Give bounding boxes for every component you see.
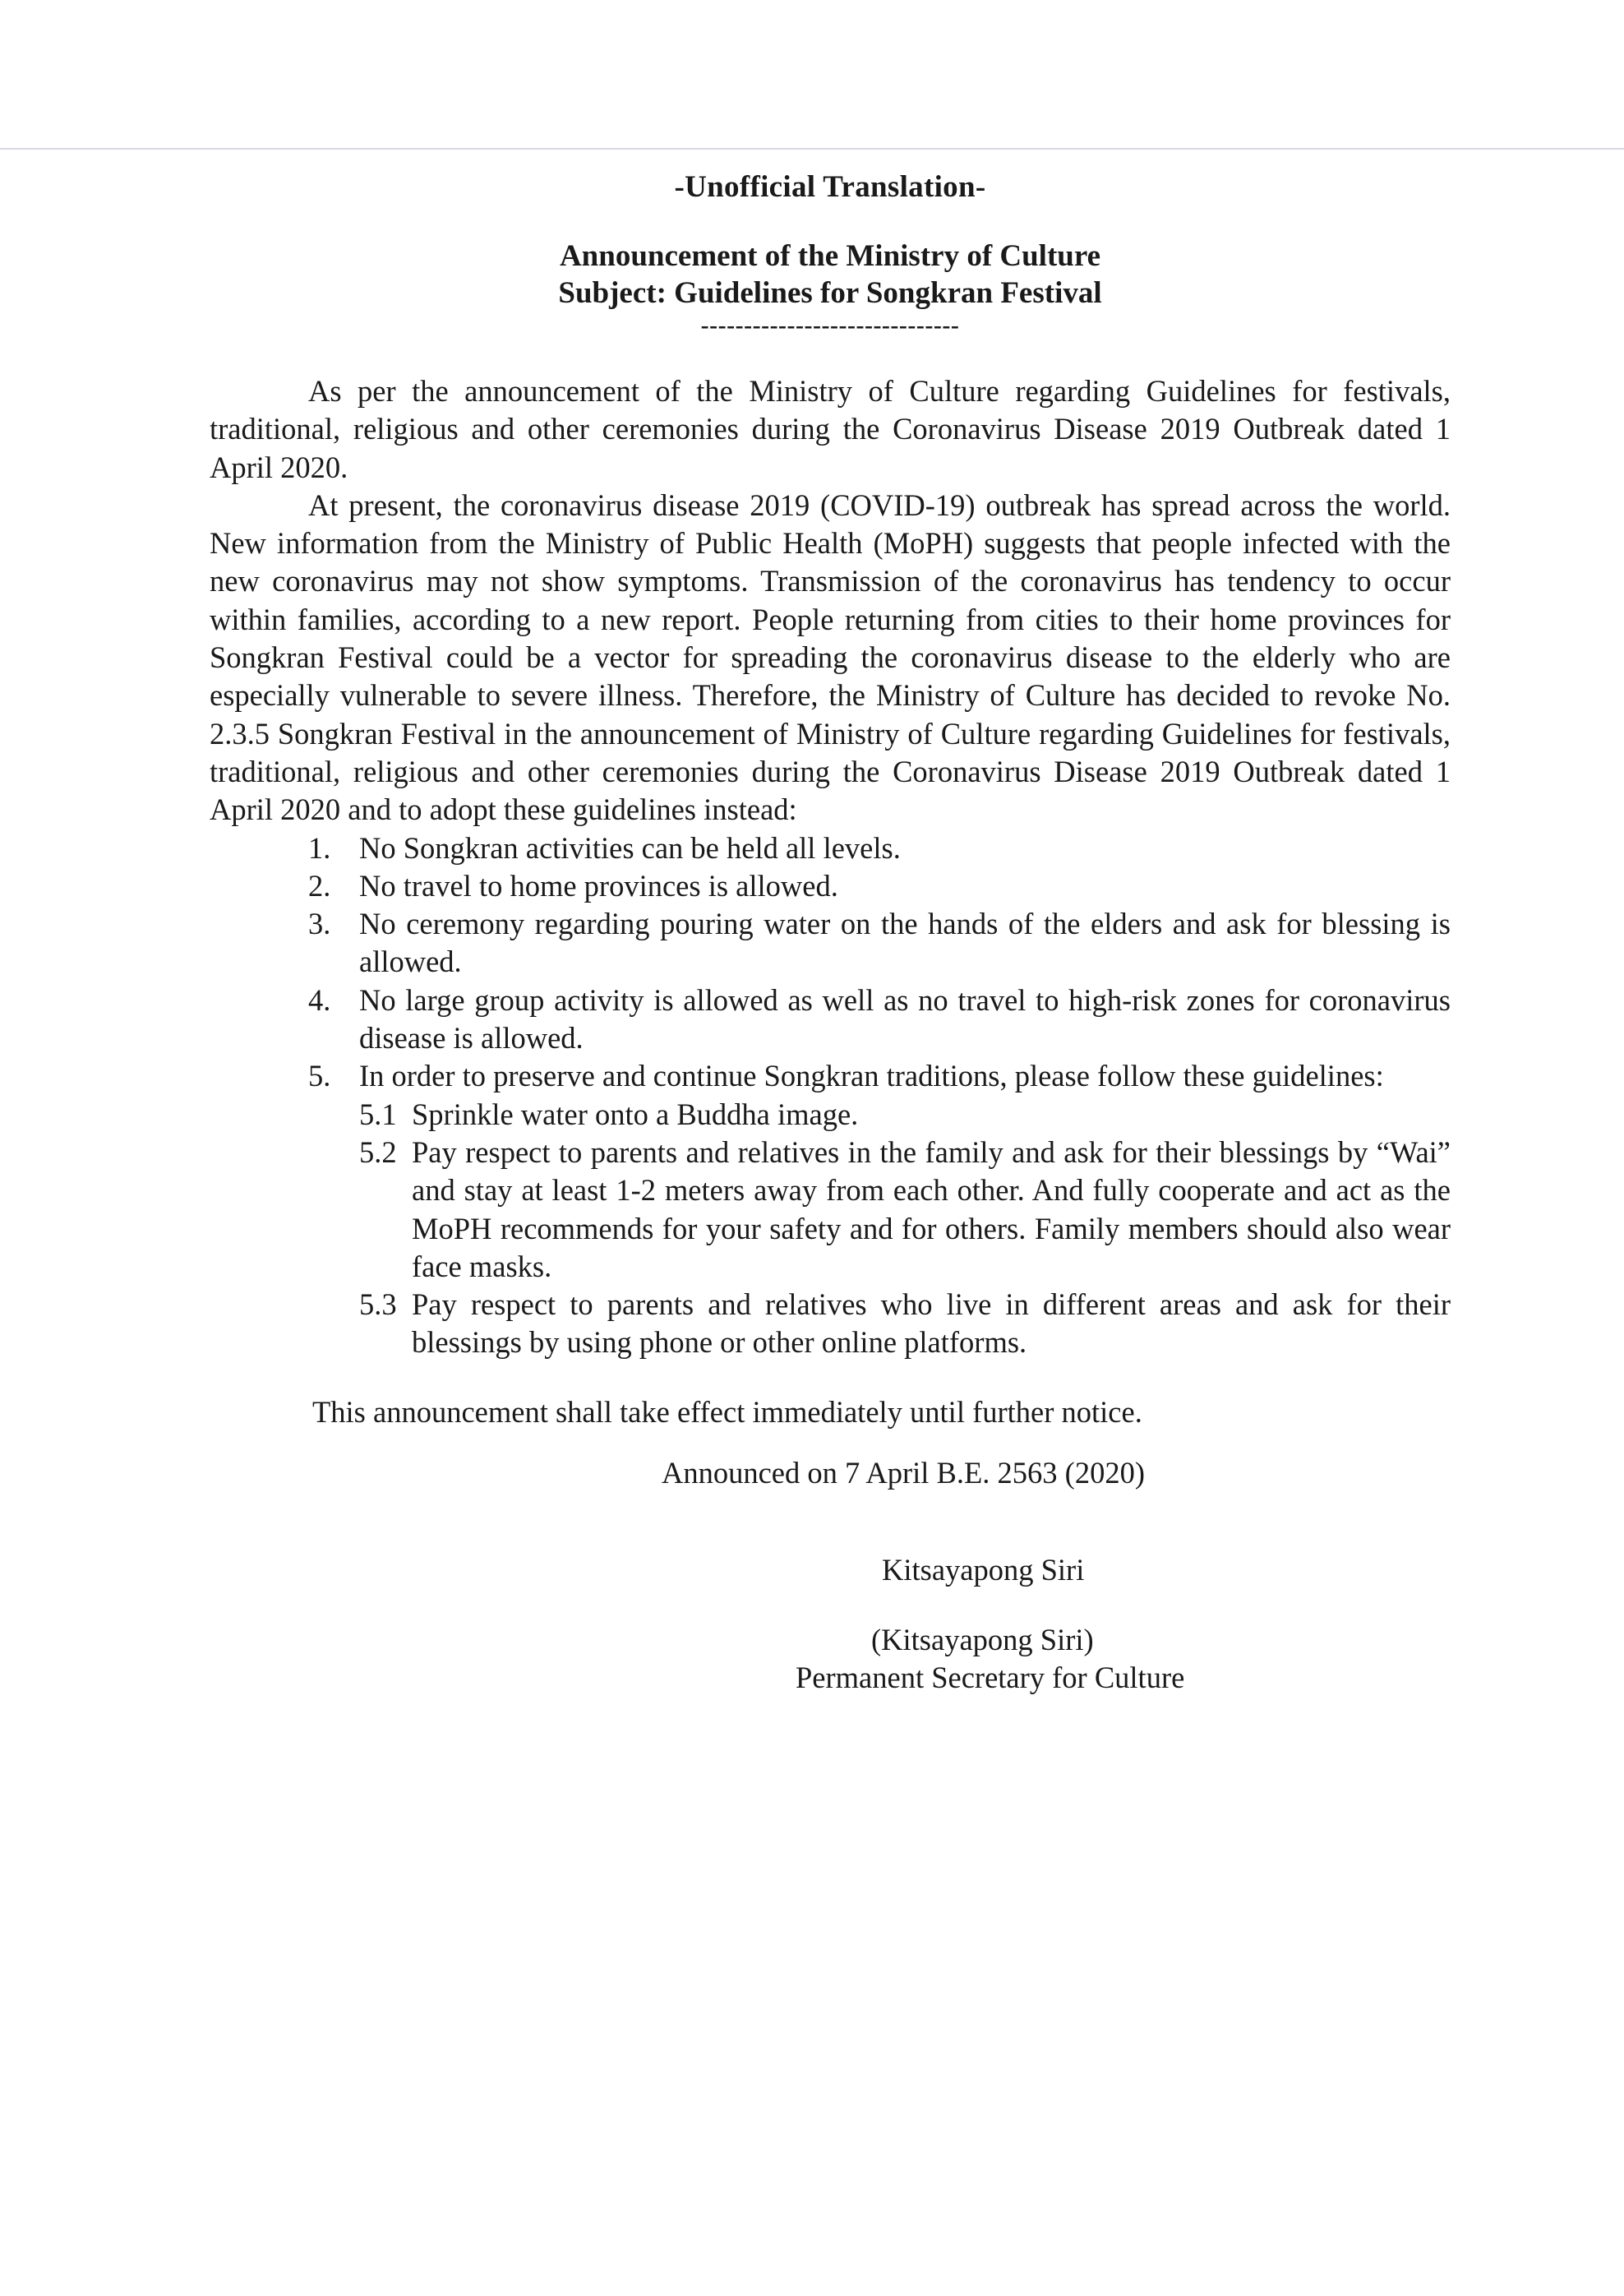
scan-edge-line <box>0 148 1624 150</box>
guideline-item <box>210 982 1451 1058</box>
sub-guideline-item <box>210 1134 1451 1286</box>
guideline-text: No large group activity is allowed as well as no travel to high-risk zones for coronavirus disease is allowed. <box>359 982 1451 1056</box>
announcement-date: Announced on 7 April B.E. 2563 (2020) <box>662 1456 1145 1490</box>
guideline-number: 2. <box>308 868 331 903</box>
signatory-position: Permanent Secretary for Culture <box>796 1660 1185 1694</box>
guideline-item <box>210 829 1451 867</box>
guideline-item <box>210 867 1451 905</box>
sub-guideline-item <box>210 1286 1451 1362</box>
announcement-title: Announcement of the Ministry of Culture <box>559 239 1101 273</box>
unofficial-translation-heading: -Unofficial Translation- <box>674 170 986 204</box>
paragraph-reference: As per the announcement of the Ministry of Culture regarding Guidelines for festivals, traditional, religious and other ceremonies during the Coronavirus Disease 2019 Outbreak dated 1 April 2020. <box>210 374 1451 484</box>
sub-guideline-text: Sprinkle water onto a Buddha image. <box>412 1097 859 1131</box>
sub-guideline-text: Pay respect to parents and relatives who live in different areas and ask for their blessings by using phone or other online platforms. <box>412 1287 1451 1360</box>
document-page <box>210 169 1451 1697</box>
guideline-text: In order to preserve and continue Songkran traditions, please follow these guidelines: <box>359 1059 1384 1093</box>
sub-guideline-item <box>210 1096 1451 1134</box>
title-dashed-rule: ------------------------------ <box>700 312 960 339</box>
guideline-text: No Songkran activities can be held all levels. <box>359 830 901 865</box>
guidelines-list <box>210 829 1451 1096</box>
sub-guideline-number: 5.3 <box>359 1287 397 1322</box>
guideline-number: 5. <box>308 1059 331 1093</box>
guideline-item <box>210 905 1451 982</box>
sub-guideline-number: 5.2 <box>359 1134 397 1169</box>
guideline-text: No ceremony regarding pouring water on the hands of the elders and ask for blessing is allowed. <box>359 907 1451 979</box>
guideline-item <box>210 1057 1451 1095</box>
sub-guidelines-list <box>210 1096 1451 1362</box>
sub-guideline-text: Pay respect to parents and relatives in the family and ask for their blessings by “Wai” and stay at least 1-2 meters away from each other. And fully cooperate and act as the MoPH recommends for your safety and for others. Family members should also wear face masks. <box>412 1134 1451 1283</box>
paragraph-background: At present, the coronavirus disease 2019 (COVID-19) outbreak has spread across the world. New information from the Ministry of Public Health (MoPH) suggests that people infected with the new coronavirus may not show symptoms. Transmission of the coronavirus has tendency to occur within families, according to a new report. People returning from cities to their home provinces for Songkran Festival could be a vector for spreading the coronavirus disease to the elderly who are especially vulnerable to severe illness. Therefore, the Ministry of Culture has decided to revoke No. 2.3.5 Songkran Festival in the announcement of Ministry of Culture regarding Guidelines for festivals, traditional, religious and other ceremonies during the Coronavirus Disease 2019 Outbreak dated 1 April 2020 and to adopt these guidelines instead: <box>210 487 1451 827</box>
effect-statement: This announcement shall take effect immediately until further notice. <box>312 1394 1142 1429</box>
guideline-number: 4. <box>308 982 331 1017</box>
announcement-subject: Subject: Guidelines for Songkran Festival <box>558 276 1102 310</box>
sub-guideline-number: 5.1 <box>359 1097 397 1131</box>
guideline-number: 1. <box>308 830 331 865</box>
signature: Kitsayapong Siri <box>882 1553 1085 1587</box>
guideline-number: 3. <box>308 907 331 941</box>
signatory-name: (Kitsayapong Siri) <box>871 1622 1094 1656</box>
guideline-text: No travel to home provinces is allowed. <box>359 868 838 903</box>
